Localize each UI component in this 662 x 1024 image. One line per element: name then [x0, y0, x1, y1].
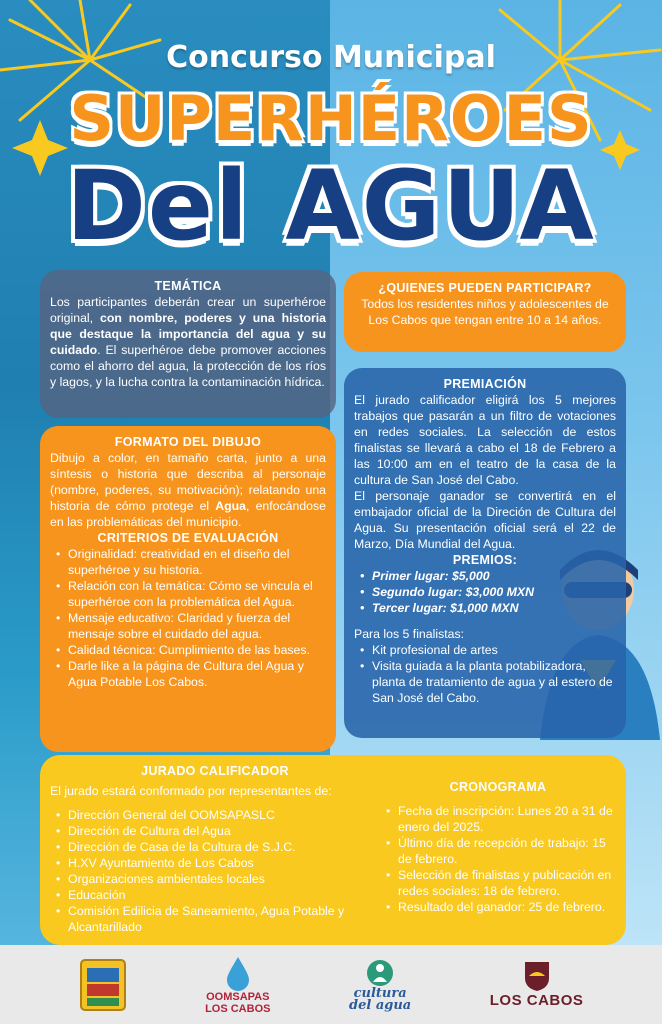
los-cabos-shield-icon — [523, 960, 551, 992]
quienes-panel — [344, 272, 626, 352]
list-item: • Tercer lugar: $1,000 MXN — [354, 600, 616, 616]
oomsapas-logo — [205, 955, 270, 1015]
tematica-panel — [40, 270, 336, 418]
tematica-text-b: . El superhéroe debe promover acciones como el ahorro del agua, la protección de los ríos y lagos, y la lucha contra la contaminación hídrica. — [50, 343, 326, 389]
tematica-text — [50, 294, 326, 390]
list-item: • Primer lugar: $5,000 — [354, 568, 616, 584]
finalistas-intro: Para los 5 finalistas: — [354, 627, 465, 641]
jurado-list — [50, 807, 380, 935]
formato-heading: FORMATO DEL DIBUJO — [114, 435, 262, 449]
tematica-heading: TEMÁTICA — [154, 279, 222, 293]
los-cabos-logo — [490, 960, 584, 1009]
list-item: • Visita guiada a la planta potabilizadora, planta de tratamiento de agua y al estero de San José del Cabo. — [354, 658, 616, 706]
premios-list — [354, 568, 616, 616]
cronograma-heading: CRONOGRAMA — [449, 780, 547, 794]
formato-panel — [40, 426, 336, 752]
list-item: • Resultado del ganador: 25 de febrero. — [380, 899, 616, 915]
jurado-cronograma-panel — [40, 755, 626, 945]
quienes-text: Todos los residentes niños y adolescentes de Los Cabos que tengan entre 10 a 14 años. — [361, 297, 609, 327]
premiacion-heading: PREMIACIÓN — [443, 377, 527, 391]
list-item: • Dirección de Cultura del Agua — [50, 823, 380, 839]
formato-text — [50, 450, 326, 530]
list-item: • Mensaje educativo: Claridad y fuerza del mensaje sobre el cuidado del agua. — [50, 610, 326, 642]
footer-logos — [0, 945, 662, 1024]
list-item: • Comisión Edilicia de Saneamiento, Agua Potable y Alcantarillado — [50, 903, 380, 935]
list-item: • Educación — [50, 887, 380, 903]
oomsapas-sublabel: LOS CABOS — [205, 1002, 271, 1015]
contest-subtitle: Concurso Municipal — [166, 40, 496, 75]
water-drop-icon — [223, 955, 253, 991]
premiacion-text-2: El personaje ganador se convertirá en el embajador oficial de la Direción de Cultura del Agua. Su presentación oficial será el 22 de Marzo, Día Mundial del Agua. — [354, 489, 616, 551]
crest-logo — [79, 958, 127, 1012]
formato-text-bold: Agua — [215, 499, 247, 513]
cultura-del-agua-logo — [349, 958, 411, 1012]
title-del-agua: Del AGUA — [66, 150, 596, 262]
jurado-intro: El jurado estará conformado por representantes de: — [50, 784, 332, 798]
criterios-list — [50, 546, 326, 690]
jurado-heading: JURADO CALIFICADOR — [141, 764, 289, 778]
list-item: • Dirección de Casa de la Cultura de S.J.C. — [50, 839, 380, 855]
cronograma-column — [380, 763, 616, 915]
oomsapas-label: OOMSAPAS — [206, 990, 270, 1003]
formato-text-b: , enfocándose en las problemáticas del municipio. — [50, 499, 326, 529]
premiacion-panel — [344, 368, 626, 738]
quienes-heading: ¿QUIENES PUEDEN PARTICIPAR? — [378, 281, 592, 295]
title-superheroes: SUPERHÉROES — [69, 82, 593, 155]
list-item: • Organizaciones ambientales locales — [50, 871, 380, 887]
person-drop-icon — [365, 958, 395, 988]
criterios-heading: CRITERIOS DE EVALUACIÓN — [97, 531, 279, 545]
finalistas-list — [354, 642, 616, 706]
list-item: • Selección de finalistas y publicación en redes sociales: 18 de febrero. — [380, 867, 616, 899]
list-item: • Dirección General del OOMSAPASLC — [50, 807, 380, 823]
list-item: • Calidad técnica: Cumplimiento de las bases. — [50, 642, 326, 658]
list-item: • Kit profesional de artes — [354, 642, 616, 658]
jurado-column — [50, 763, 380, 935]
coat-of-arms-icon — [79, 958, 127, 1012]
list-item: • Relación con la temática: Cómo se vincula el superhéroe con la problemática del Agua. — [50, 578, 326, 610]
cronograma-list — [380, 803, 616, 915]
list-item: • Último día de recepción de trabajo: 15 de febrero. — [380, 835, 616, 867]
list-item: • Fecha de inscripción: Lunes 20 a 31 de enero del 2025. — [380, 803, 616, 835]
tematica-text-bold: con nombre, poderes y una historia que destaque la importancia del agua y su cuidado — [50, 311, 326, 357]
list-item: • Originalidad: creatividad en el diseño del superhéroe y su historia. — [50, 546, 326, 578]
list-item: • Darle like a la página de Cultura del Agua y Agua Potable Los Cabos. — [50, 658, 326, 690]
premiacion-text-1: El jurado calificador eligirá los 5 mejores trabajos que pasarán a un filtro de votaciones en redes sociales. La selección de estos finalistas se llevará a cabo el 18 de Febrero a las 10:00 am en el teatro de la casa de la cultura de San José del Cabo. — [354, 393, 616, 487]
tematica-text-a: Los participantes deberán crear un superhéroe original, — [50, 295, 326, 325]
formato-text-a: Dibujo a color, en tamaño carta, junto a una síntesis o historia que describa al personaje (nombre, poderes, su motivación); relatando una historia de cómo protege el — [50, 451, 326, 513]
header — [0, 0, 662, 270]
cultura-label: cultura — [353, 985, 407, 1001]
list-item: • H.XV Ayuntamiento de Los Cabos — [50, 855, 380, 871]
cultura-sublabel: del agua — [349, 997, 412, 1013]
premios-heading: PREMIOS: — [452, 553, 518, 567]
los-cabos-label: LOS CABOS — [489, 992, 584, 1009]
list-item: • Segundo lugar: $3,000 MXN — [354, 584, 616, 600]
